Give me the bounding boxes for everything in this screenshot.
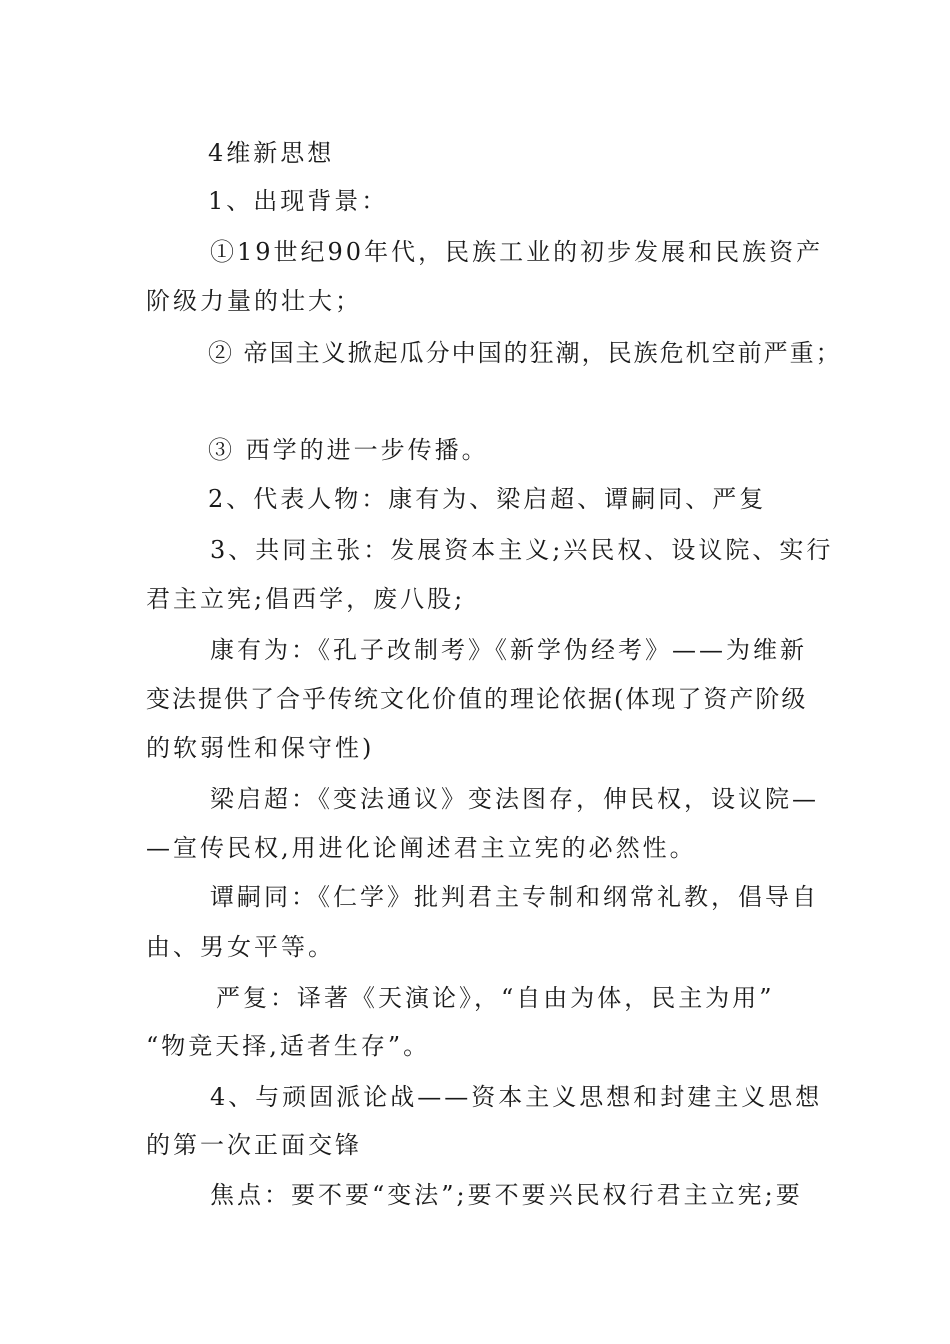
paragraph-line-yan-fu: 严复：译著《天演论》，“自由为体，民主为用” (216, 984, 775, 1012)
list-item-common-proposals: 3、共同主张：发展资本主义;兴民权、设议院、实行 (210, 536, 834, 564)
list-item-debate: 4、与顽固派论战——资本主义思想和封建主义思想 (210, 1083, 823, 1111)
paragraph-line: —宣传民权,用进化论阐述君主立宪的必然性。 (146, 834, 697, 862)
paragraph-line-focus: 焦点：要不要“变法”;要不要兴民权行君主立宪;要 (210, 1181, 803, 1209)
paragraph-line: ①19世纪90年代，民族工业的初步发展和民族资产 (210, 238, 824, 266)
paragraph-line: 的软弱性和保守性) (146, 734, 375, 762)
list-item-representatives: 2、代表人物：康有为、梁启超、谭嗣同、严复 (208, 485, 767, 513)
paragraph-line: 的第一次正面交锋 (146, 1131, 362, 1159)
paragraph-line: ③ 西学的进一步传播。 (208, 436, 489, 464)
list-item-background-title: 1、出现背景： (208, 187, 389, 215)
paragraph-line: 由、男女平等。 (146, 933, 335, 961)
paragraph-line-liang-qichao: 梁启超：《变法通议》变法图存，伸民权，设议院— (210, 785, 819, 813)
paragraph-line: ② 帝国主义掀起瓜分中国的狂潮，民族危机空前严重； (208, 339, 842, 367)
paragraph-line: 阶级力量的壮大； (146, 287, 362, 315)
paragraph-line: “物竞天择,适者生存”。 (146, 1032, 431, 1060)
paragraph-line-tan-sitong: 谭嗣同：《仁学》批判君主专制和纲常礼教，倡导自 (210, 883, 819, 911)
section-heading: 4维新思想 (208, 139, 335, 167)
paragraph-line-kang-youwei: 康有为：《孔子改制考》《新学伪经考》——为维新 (210, 636, 807, 664)
paragraph-line: 君主立宪;倡西学，废八股; (146, 585, 466, 613)
paragraph-line: 变法提供了合乎传统文化价值的理论依据(体现了资产阶级 (146, 685, 808, 713)
